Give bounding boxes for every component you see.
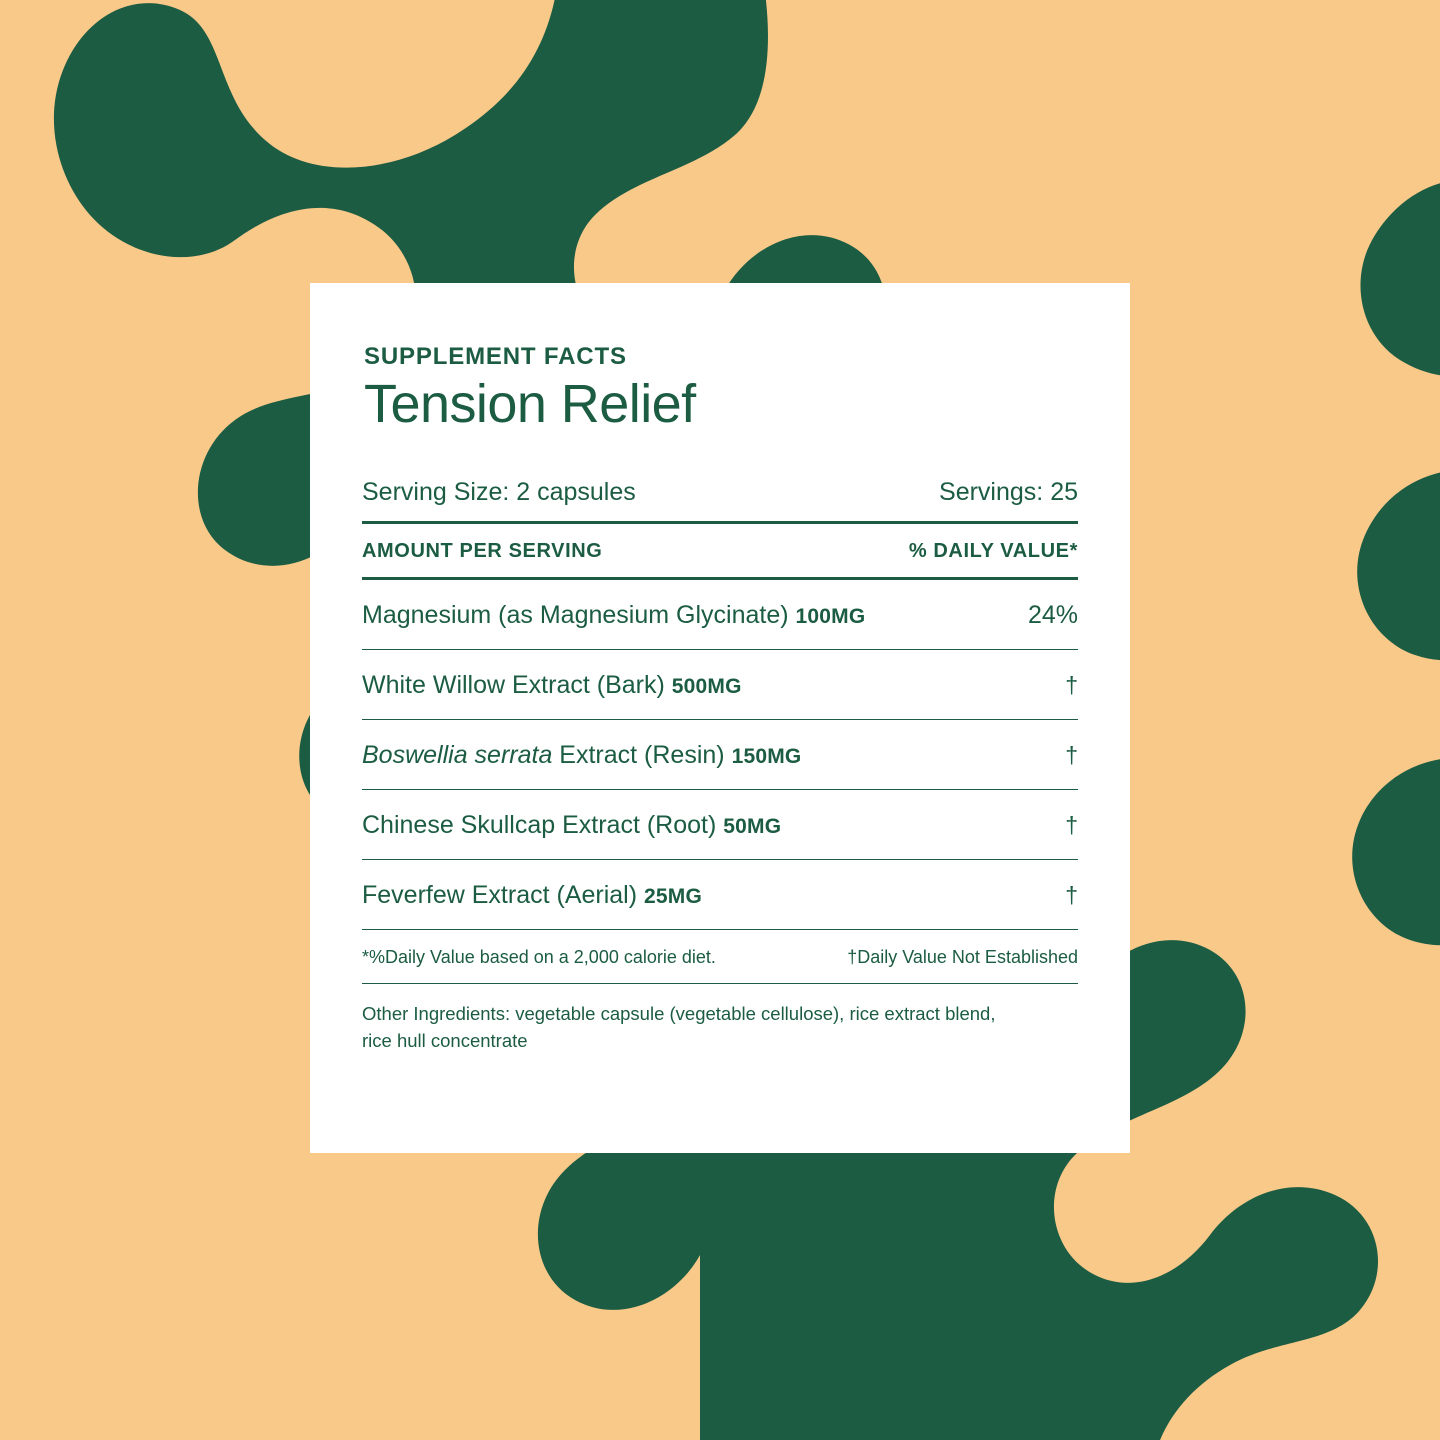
column-header-amount: AMOUNT PER SERVING: [362, 540, 603, 563]
ingredient-amount: 100MG: [795, 605, 866, 629]
footnote-row: [362, 930, 1078, 984]
ingredient-amount: 150MG: [731, 745, 802, 769]
ingredient-name: Chinese Skullcap Extract (Root) 50MG: [362, 811, 782, 840]
page-title: Tension Relief: [364, 374, 696, 434]
table-header-row: [362, 524, 1078, 580]
ingredient-name: Magnesium (as Magnesium Glycinate) 100MG: [362, 601, 866, 630]
table-row: [362, 720, 1078, 790]
footnote-daily-value-basis: *%Daily Value based on a 2,000 calorie diet.: [362, 947, 716, 968]
ingredient-daily-value: †: [1065, 672, 1078, 699]
table-row: [362, 580, 1078, 650]
ingredient-amount: 50MG: [723, 815, 782, 839]
ingredient-daily-value: †: [1065, 812, 1078, 839]
ingredient-amount: 500MG: [671, 675, 742, 699]
other-ingredients: Other Ingredients: vegetable capsule (vegetable cellulose), rice extract blend, rice hull concentrate: [362, 1003, 996, 1052]
ingredient-name: Boswellia serrata Extract (Resin) 150MG: [362, 741, 802, 770]
panel-eyebrow: SUPPLEMENT FACTS: [364, 343, 627, 370]
ingredient-name: White Willow Extract (Bark) 500MG: [362, 671, 742, 700]
table-row: [362, 650, 1078, 720]
footnote-dagger-legend: †Daily Value Not Established: [847, 947, 1078, 968]
ingredient-daily-value: 24%: [1027, 601, 1078, 630]
ingredient-name: Feverfew Extract (Aerial) 25MG: [362, 881, 703, 910]
serving-row: [362, 478, 1078, 524]
serving-size: Serving Size: 2 capsules: [362, 478, 636, 507]
column-header-daily-value: % DAILY VALUE*: [908, 540, 1078, 563]
servings-count: Servings: 25: [939, 478, 1078, 507]
supplement-facts-panel: [310, 283, 1130, 1153]
table-row: [362, 790, 1078, 860]
ingredient-daily-value: †: [1065, 882, 1078, 909]
ingredient-daily-value: †: [1065, 742, 1078, 769]
ingredient-amount: 25MG: [644, 885, 703, 909]
table-row: [362, 860, 1078, 930]
